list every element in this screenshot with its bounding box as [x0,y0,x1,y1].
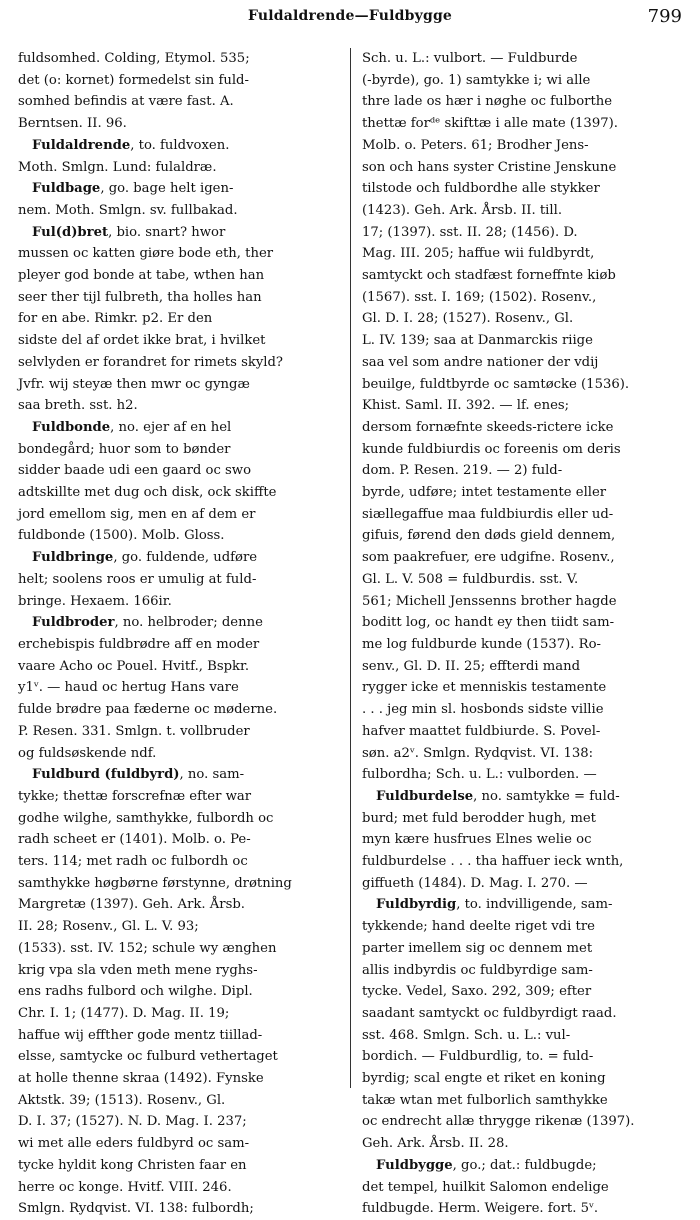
text-line: bondegård; huor som to bønder [18,441,231,457]
text-line: sidste del af ordet ikke brat, i hvilket [18,333,266,349]
text-line: thettæ forᵈᵉ skifttæ i alle mate (1397). [362,116,618,132]
text-line: L. IV. 139; saa at Danmarckis riige [362,333,593,349]
text-line: Geh. Ark. Årsb. II. 28. [362,1136,509,1152]
text-line: fuldburdelse . . . tha haffuer ieck wnth, [362,854,624,870]
text-line: jord emellom sig, men en af dem er [18,506,256,522]
text-line: senv., Gl. D. II. 25; effterdi mand [362,658,581,674]
text-line: byrdig; scal engte et riket en koning [362,1071,606,1087]
text-line: P. Resen. 331. Smlgn. t. vollbruder [18,723,250,739]
text-line: det (o: kornet) formedelst sin fuld- [18,72,249,88]
text-line: seer ther tijl fulbreth, tha holles han [18,289,262,305]
text-line: samtyckt och stadfæst forneffnte kiøb [362,268,616,284]
running-head: Fuldaldrende—Fuldbygge [247,8,453,24]
text-line: burd; met fuld berodder hugh, met [362,810,596,826]
column-divider [350,48,351,1088]
text-line: kunde fuldbiurdis oc foreenis om deris [362,441,621,457]
text-line: ens radhs fulbord och wilghe. Dipl. [18,984,253,1000]
text-line: tilstode och fuldbordhe alle stykker [362,181,600,197]
text-line: tykke; thettæ forscrefnæ efter war [18,788,252,804]
text-line: som paakrefuer, ere udgifne. Rosenv., [362,550,615,566]
text-line: beuilge, fuldtbyrde oc samtøcke (1536). [362,376,630,392]
headword: Fuldbroder [32,615,115,631]
text-line: . . . jeg min sl. hosbonds sidste villie [362,702,604,718]
text-line: Moth. Smlgn. Lund: fulaldræ. [18,159,217,175]
text-line: (1567). sst. I. 169; (1502). Rosenv., [362,289,597,305]
text-line: Fuldburd (fuldbyrd), no. sam- [32,767,245,783]
text-line: saa vel som andre nationer der vdij [362,354,599,370]
text-line: tycke. Vedel, Saxo. 292, 309; efter [362,984,592,1000]
text-line: selvlyden er forandret for rimets skyld? [18,354,284,370]
text-line: saa breth. sst. h2. [18,398,138,414]
text-line: Fuldbyrdig, to. indvilligende, sam- [376,897,613,913]
text-line: Smlgn. Rydqvist. VI. 138: fulbordh; [18,1201,254,1217]
right-column [362,48,680,1220]
text-line: elsse, samtycke oc fulburd vethertaget [18,1049,278,1065]
text-line: for en abe. Rimkr. p2. Er den [18,311,213,327]
text-line: Molb. o. Peters. 61; Brodher Jens- [362,137,589,153]
text-line: Mag. III. 205; haffue wii fuldbyrdt, [362,246,595,262]
text-line: takæ wtan met fulborlich samthykke [362,1092,608,1108]
text-line: wi met alle eders fuldbyrd oc sam- [18,1136,250,1152]
text-line: Fuldbage, go. bage helt igen- [32,181,234,197]
text-line: Chr. I. 1; (1477). D. Mag. II. 19; [18,1005,230,1021]
text-line: dersom fornæfnte skeeds-rictere icke [362,419,614,435]
text-line: sst. 468. Smlgn. Sch. u. L.: vul- [362,1027,571,1043]
text-line: det tempel, huilkit Salomon endelige [362,1179,609,1195]
text-line: søn. a2ᵛ. Smlgn. Rydqvist. VI. 138: [362,745,594,761]
text-line: 561; Michell Jenssenns brother hagde [362,593,617,609]
text-line: Fuldbonde, no. ejer af en hel [32,419,232,435]
text-line: Aktstk. 39; (1513). Rosenv., Gl. [18,1092,226,1108]
text-line: bordich. — Fuldburdlig, to. = fuld- [362,1049,594,1065]
headword: Fuldburd (fuldbyrd) [32,767,180,783]
text-line: dom. P. Resen. 219. — 2) fuld- [362,463,563,479]
page-number: 799 [647,6,682,27]
text-line: Berntsen. II. 96. [18,116,127,132]
text-line: hafver maattet fuldbiurde. S. Povel- [362,723,601,739]
text-line: me log fuldburde kunde (1537). Ro- [362,636,601,652]
text-line: Fuldbygge, go.; dat.: fuldbugde; [376,1157,597,1173]
text-line: y1ᵛ. — haud oc hertug Hans vare [18,680,239,696]
headword: Fuldbygge [376,1157,453,1173]
text-line: fulbordha; Sch. u. L.: vulborden. — [362,767,597,783]
text-line: nem. Moth. Smlgn. sv. fullbakad. [18,202,238,218]
text-line: Jvfr. wij steyæ then mwr oc gyngæ [18,376,250,392]
text-line: ters. 114; met radh oc fulbordh oc [18,854,248,870]
headword: Fuldbage [32,181,101,197]
text-line: Fuldbroder, no. helbroder; denne [32,615,263,631]
text-line: Margretæ (1397). Geh. Ark. Årsb. [18,897,245,913]
text-line: fuldsomhed. Colding, Etymol. 535; [18,51,250,66]
text-line: myn kære husfrues Elnes welie oc [362,832,592,848]
headword: Fuldburdelse [376,788,474,804]
text-line: helt; soolens roos er umulig at fuld- [18,571,257,587]
text-line: godhe wilghe, samthykke, fulbordh oc [18,810,274,826]
text-line: saadant samtyckt oc fuldbyrdigt raad. [362,1005,617,1021]
text-line: haffue wij effther gode mentz tiillad- [18,1027,263,1043]
text-line: rygger icke et menniskis testamente [362,680,607,696]
text-line: II. 28; Rosenv., Gl. L. V. 93; [18,919,199,935]
text-line: fuldbugde. Herm. Weigere. fort. 5ᵛ. [362,1201,599,1217]
text-line: tycke hyldit kong Christen faar en [18,1157,247,1173]
text-line: adtskillte met dug och disk, ock skiffte [18,485,277,501]
text-line: son och hans syster Cristine Jenskune [362,159,617,175]
text-line: og fuldsøskende ndf. [18,745,157,761]
text-line: tykkende; hand deelte riget vdi tre [362,919,595,935]
text-line: mussen oc katten giøre bode eth, ther [18,246,274,262]
text-line: Fuldburdelse, no. samtykke = fuld- [376,788,620,804]
text-line: allis indbyrdis oc fuldbyrdige sam- [362,962,593,978]
text-line: D. I. 37; (1527). N. D. Mag. I. 237; [18,1114,247,1130]
text-line: radh scheet er (1401). Molb. o. Pe- [18,832,251,848]
text-line: boditt log, oc handt ey then tiidt sam- [362,615,615,631]
text-line: (-byrde), go. 1) samtykke i; wi alle [362,72,591,88]
headword: Ful(d)bret [32,224,109,240]
text-line: sidder baade udi een gaard oc swo [18,463,252,479]
text-line: Khist. Saml. II. 392. — lf. enes; [362,398,570,414]
text-line: (1423). Geh. Ark. Årsb. II. till. [362,202,563,218]
text-line: krig vpa sla vden meth mene ryghs- [18,962,258,978]
text-line: fuldbonde (1500). Molb. Gloss. [18,528,225,544]
text-line: at holle thenne skraa (1492). Fynske [18,1071,264,1087]
text-line: giffueth (1484). D. Mag. I. 270. — [362,875,588,891]
text-line: somhed befindis at være fast. A. [18,94,234,110]
headword: Fuldbringe [32,550,114,566]
text-line: (1533). sst. IV. 152; schule wy ænghen [18,940,277,956]
text-line: erchebispis fuldbrødre aff en moder [18,636,260,652]
text-line: parter imellem sig oc dennem met [362,940,593,956]
text-line: samthykke høgbørne førstynne, drøtning [18,875,292,891]
text-line: Gl. D. I. 28; (1527). Rosenv., Gl. [362,311,574,327]
text-line: 17; (1397). sst. II. 28; (1456). D. [362,224,578,240]
headword: Fuldaldrende [32,137,131,153]
text-line: byrde, udføre; intet testamente eller [362,485,607,501]
text-line: Gl. L. V. 508 = fuldburdis. sst. V. [362,571,579,587]
text-line: bringe. Hexaem. 166ir. [18,593,172,609]
text-line: siællegaffue maa fuldbiurdis eller ud- [362,506,614,522]
text-line: Sch. u. L.: vulbort. — Fuldburde [362,51,578,66]
headword: Fuldbyrdig [376,897,457,913]
text-line: herre oc konge. Hvitf. VIII. 246. [18,1179,232,1195]
text-line: Fuldbringe, go. fuldende, udføre [32,550,258,566]
text-line: thre lade os hær i nøghe oc fulborthe [362,94,613,110]
text-line: vaare Acho oc Pouel. Hvitf., Bspkr. [18,658,250,674]
text-line: fulde brødre paa fæderne oc møderne. [18,702,278,718]
headword: Fuldbonde [32,419,111,435]
text-line: pleyer god bonde at tabe, wthen han [18,268,265,284]
left-column [18,48,340,1220]
text-line: gifuis, førend den døds gield dennem, [362,528,616,544]
text-line: oc endrecht allæ thrygge rikenæ (1397). [362,1114,635,1130]
text-line: Ful(d)bret, bio. snart? hwor [32,224,226,240]
text-line: Fuldaldrende, to. fuldvoxen. [32,137,230,153]
page-header [0,6,700,32]
